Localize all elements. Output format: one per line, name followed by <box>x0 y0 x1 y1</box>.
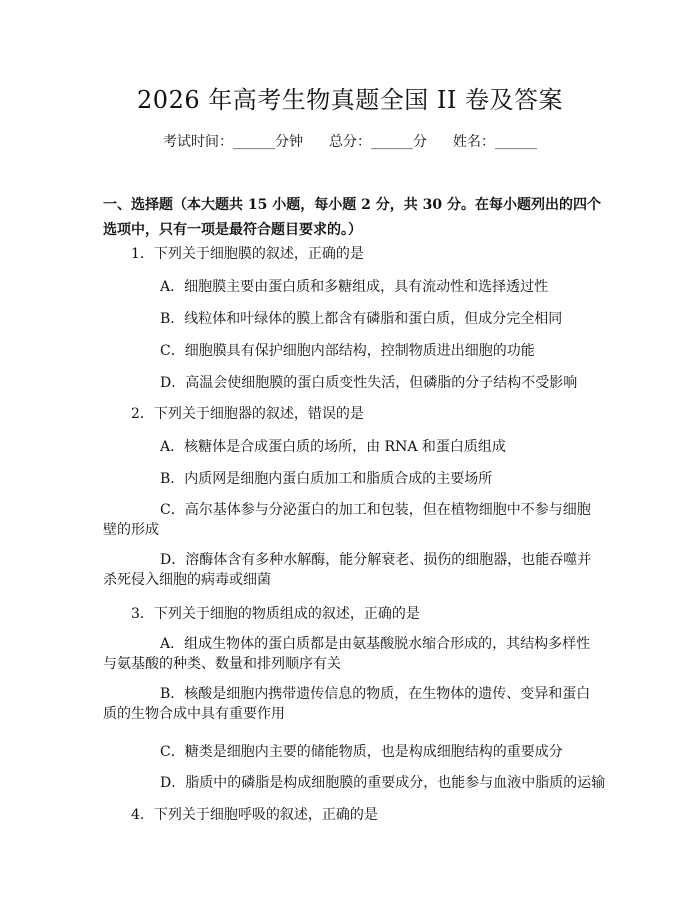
option-a: A．核糖体是合成蛋白质的场所，由 RNA 和蛋白质组成 <box>160 439 506 455</box>
option-a: A．细胞膜主要由蛋白质和多糖组成，具有流动性和选择透过性 <box>160 279 549 295</box>
question-stem: 4．下列关于细胞呼吸的叙述，正确的是 <box>131 807 378 823</box>
section-heading: 一、选择题（本大题共 15 小题，每小题 2 分，共 30 分。在每小题列出的四个选项中，只有一项是最符合题目要求的。） <box>103 197 601 238</box>
option-b: B．核酸是细胞内携带遗传信息的物质，在生物体的遗传、变异和蛋白质的生物合成中具有重要作用 <box>103 686 591 722</box>
exam-time-field: 考试时间：______分钟 <box>163 134 303 150</box>
page-title: 2026 年高考生物真题全国 II 卷及答案 <box>137 86 563 114</box>
total-score-field: 总分：______分 <box>329 134 427 150</box>
exam-meta <box>0 132 700 152</box>
question-stem: 1．下列关于细胞膜的叙述，正确的是 <box>131 246 364 262</box>
option-b: B．线粒体和叶绿体的膜上都含有磷脂和蛋白质，但成分完全相同 <box>160 311 563 327</box>
option-c: C．糖类是细胞内主要的储能物质，也是构成细胞结构的重要成分 <box>160 744 563 760</box>
option-d: D．高温会使细胞膜的蛋白质变性失活，但磷脂的分子结构不受影响 <box>160 375 578 391</box>
option-d: D．脂质中的磷脂是构成细胞膜的重要成分，也能参与血液中脂质的运输 <box>160 775 606 791</box>
question-stem: 3．下列关于细胞的物质组成的叙述，正确的是 <box>131 606 420 622</box>
option-a: A．组成生物体的蛋白质都是由氨基酸脱水缩合形成的，其结构多样性与氨基酸的种类、数量和排列顺序有关 <box>103 636 591 672</box>
student-name-field: 姓名：______ <box>453 134 537 150</box>
option-c: C．高尔基体参与分泌蛋白的加工和包装，但在植物细胞中不参与细胞壁的形成 <box>103 502 591 538</box>
option-c: C．细胞膜具有保护细胞内部结构，控制物质进出细胞的功能 <box>160 343 535 359</box>
question-stem: 2．下列关于细胞器的叙述，错误的是 <box>131 406 364 422</box>
option-b: B．内质网是细胞内蛋白质加工和脂质合成的主要场所 <box>160 471 493 487</box>
option-d: D．溶酶体含有多种水解酶，能分解衰老、损伤的细胞器，也能吞噬并杀死侵入细胞的病毒或细菌 <box>103 552 592 588</box>
